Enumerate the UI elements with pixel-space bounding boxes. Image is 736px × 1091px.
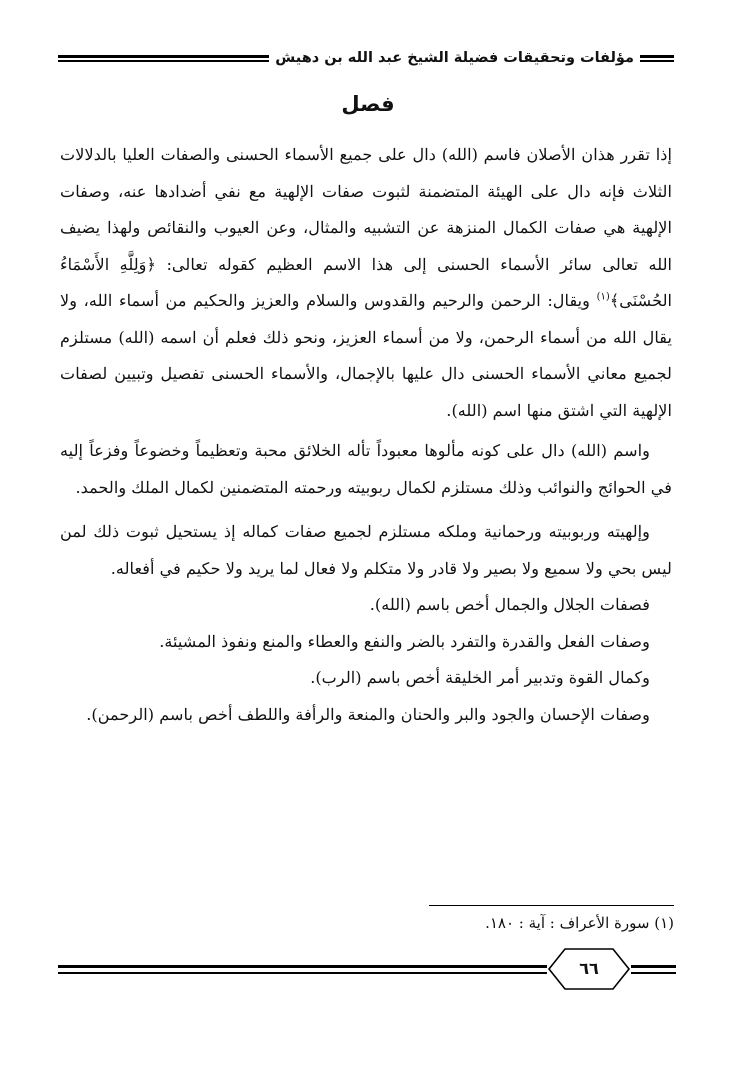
paragraph-1-lead: إذا تقرر هذان الأصلان فاسم (الله) دال على جميع الأسماء الحسنى والصفات العليا بالدلالات الثلاث فإنه دال على الهيئة المتضمنة لثبوت صفات الإلهية مع نفي أضدادها عنه، وصفات الإلهية هي صفات الكمال المنزهة عن التشبيه والمثال، وعن العيوب والنقائص ولهذا يضيف الله تعالى سائر الأسماء الحسنى إلى هذا الاسم العظيم كقوله تعالى: [60,145,672,274]
paragraph-3: وإلهيته وربوبيته ورحمانية وملكه مستلزم لجميع صفات كماله إذ يستحيل ثبوت ذلك لمن ليس بحي ولا سميع ولا بصير ولا قادر ولا متكلم ولا فعال لما يريد ولا حكيم في أفعاله. [60,522,672,578]
paragraph-1-rest: ويقال: الرحمن والرحيم والقدوس والسلام والعزيز والحكيم من أسماء الله، ولا يقال الله من أسماء الرحمن، ولا من أسماء العزيز، ونحو ذلك فعلم أن اسمه (الله) مستلزم لجميع معاني الأسماء الحسنى دال عليها بالإجمال، والأسماء الحسنى تفصيل وتبيين لصفات الإلهية التي اشتق منها اسم (الله). [60,291,672,420]
footnote-divider [429,905,674,906]
page-number-badge [547,947,631,991]
body-text [60,137,672,733]
quran-verse: ﴿وَلِلَّهِ الأَسْمَاءُ الحُسْنَى﴾ [60,254,672,310]
paragraph-5: وصفات الفعل والقدرة والتفرد بالضر والنفع والعطاء والمنع ونفوذ المشيئة. [159,631,650,651]
header-rule-left [58,55,269,62]
header-rule-right [640,55,674,62]
paragraph-2: واسم (الله) دال على كونه مألوها معبوداً تأله الخلائق محبة وتعظيماً وخضوعاً وفزعاً إليه في الحوائج والنوائب وذلك مستلزم لكمال ربوبيته ورحمته المتضمنين لكمال الملك والحمد. [60,441,672,497]
paragraph-1 [60,137,672,429]
section-title: فصل [341,92,395,116]
paragraph-6: وكمال القوة وتدبير أمر الخليقة أخص باسم (الرب). [310,668,650,687]
footnote: (١) سورة الأعراف : آية : ١٨٠. [485,914,674,932]
header-title: مؤلفات وتحقيقات فضيلة الشيخ عبد الله بن دهيش [275,50,634,66]
paragraph-4: فصفات الجلال والجمال أخص باسم (الله). [369,595,650,614]
footnote-ref: (١) [596,291,610,303]
page-number: ٦٦ [579,959,599,978]
running-header [58,47,674,69]
paragraph-7: وصفات الإحسان والجود والبر والحنان والمنعة والرأفة واللطف أخص باسم (الرحمن). [86,704,650,724]
